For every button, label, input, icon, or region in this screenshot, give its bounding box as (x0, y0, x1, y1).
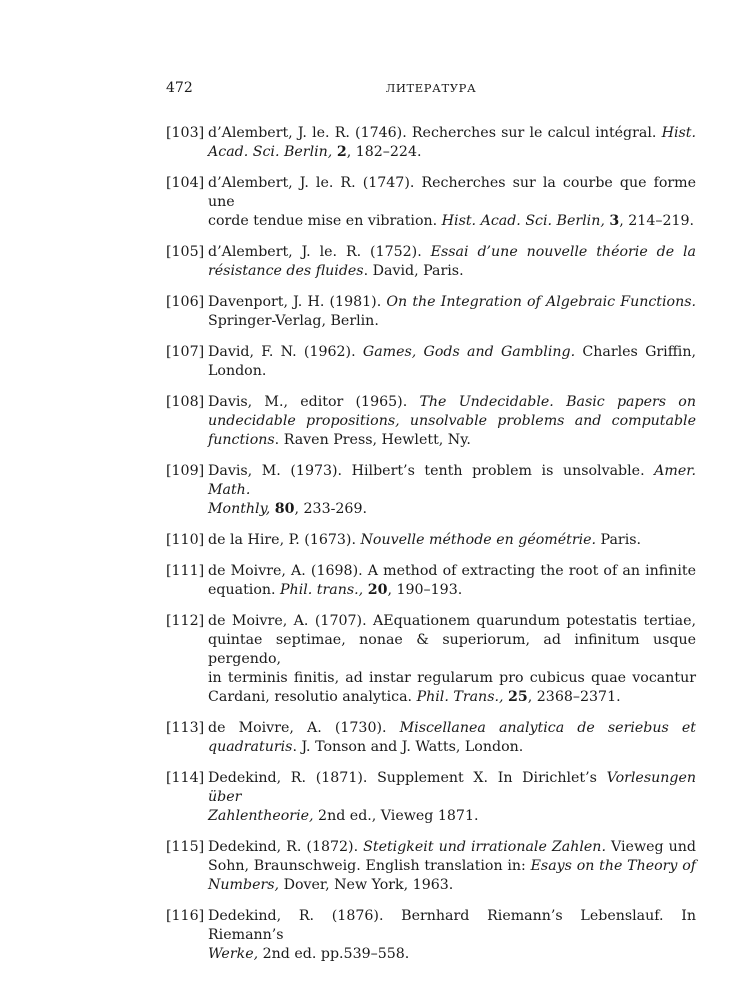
text-run: Dover, New York, 1963. (279, 877, 454, 893)
text-run: Davis, M., editor (1965). (208, 394, 420, 410)
reference-line (208, 362, 696, 381)
text-run: Sohn, Braunschweig. English translation in: (208, 858, 531, 874)
text-run: equation. (208, 582, 281, 598)
reference-entry (166, 393, 696, 450)
reference-line (208, 124, 696, 143)
text-run: de Moivre, A. (1707). AEquationem quarundum potestatis tertiae, (208, 613, 696, 629)
italic-text: Stetigkeit und irrationale Zahlen. (363, 839, 606, 855)
reference-line (208, 431, 696, 450)
italic-text: Hist. (661, 125, 696, 141)
text-run: d’Alembert, J. le. R. (1747). Recherches sur la courbe que forme une (208, 175, 696, 210)
bold-text: 80 (274, 501, 295, 517)
reference-line (208, 769, 696, 807)
reference-line (208, 857, 696, 876)
text-run: Dedekind, R. (1872). (208, 839, 364, 855)
reference-label: [109] (166, 463, 205, 479)
text-run: Vieweg und (605, 839, 696, 855)
italic-text: Essai d’une nouvelle théorie de la (430, 244, 696, 260)
reference-line (208, 412, 696, 431)
text-run: . J. Tonson and J. Watts, London. (292, 739, 524, 755)
italic-text: Acad. Sci. Berlin, (208, 144, 333, 160)
italic-text: Esays on the Theory of (530, 858, 696, 874)
reference-line (208, 669, 696, 688)
italic-text: Phil. Trans., (416, 689, 504, 705)
running-title: ЛИТЕРАТУРА (385, 81, 477, 95)
italic-text: quadraturis (208, 739, 293, 755)
italic-text: résistance des fluides (208, 263, 364, 279)
text-run: de la Hire, P. (1673). (208, 532, 361, 548)
reference-label: [110] (166, 532, 205, 548)
italic-text: Vorlesungen über (208, 770, 696, 805)
reference-label: [113] (166, 720, 205, 736)
reference-line (208, 907, 696, 945)
reference-line (208, 631, 696, 669)
text-run: 2nd ed., Vieweg 1871. (313, 808, 479, 824)
reference-label: [104] (166, 175, 205, 191)
reference-list (166, 112, 696, 964)
reference-label: [108] (166, 394, 205, 410)
text-run: , 233-269. (294, 501, 367, 517)
text-run: Dedekind, R. (1871). Supplement X. In Dirichlet’s (208, 770, 607, 786)
bold-text: 25 (508, 689, 528, 705)
italic-text: functions (208, 432, 275, 448)
reference-label: [112] (166, 613, 205, 629)
text-run: Cardani, resolutio analytica. (208, 689, 417, 705)
text-run: . Raven Press, Hewlett, Ny. (274, 432, 471, 448)
reference-entry (166, 612, 696, 707)
text-run: de Moivre, A. (1698). A method of extracting the root of an infinite (208, 563, 696, 579)
italic-text: Monthly, (208, 501, 271, 517)
text-run: in terminis finitis, ad instar regularum pro cubicus quae vocantur (208, 670, 696, 686)
italic-text: Games, Gods and Gambling. (362, 344, 576, 360)
reference-line (208, 612, 696, 631)
text-run: Davenport, J. H. (1981). (208, 294, 387, 310)
reference-line (208, 393, 696, 412)
bold-text: 20 (367, 582, 388, 598)
italic-text: Werke, (208, 946, 259, 962)
reference-entry (166, 769, 696, 826)
text-run: David, F. N. (1962). (208, 344, 363, 360)
text-run: Paris. (596, 532, 642, 548)
reference-line (208, 738, 696, 757)
reference-line (208, 143, 696, 162)
reference-label: [111] (166, 563, 205, 579)
reference-entry (166, 174, 696, 231)
reference-line (208, 462, 696, 500)
reference-line (208, 262, 696, 281)
italic-text: On the Integration of Algebraic Functions. (386, 294, 697, 310)
reference-entry (166, 343, 696, 381)
text-run: Dedekind, R. (1876). Bernhard Riemann’s Lebenslauf. In Riemann’s (208, 908, 696, 943)
reference-line (208, 719, 696, 738)
reference-entry (166, 562, 696, 600)
reference-label: [115] (166, 839, 205, 855)
text-run: Charles Griffin, (575, 344, 696, 360)
italic-text: Phil. trans., (280, 582, 364, 598)
page-header (166, 80, 696, 100)
reference-line (208, 562, 696, 581)
reference-line (208, 293, 696, 312)
reference-entry (166, 907, 696, 964)
page-number: 472 (166, 80, 193, 96)
reference-line (208, 688, 696, 707)
reference-entry (166, 531, 696, 550)
text-run: d’Alembert, J. le. R. (1746). Recherches sur le calcul intégral. (208, 125, 662, 141)
text-run: , 182–224. (346, 144, 422, 160)
italic-text: The Undecidable. Basic papers on (419, 394, 696, 410)
reference-line (208, 500, 696, 519)
reference-label: [114] (166, 770, 205, 786)
reference-label: [116] (166, 908, 205, 924)
text-run: , 214–219. (619, 213, 695, 229)
reference-entry (166, 838, 696, 895)
reference-line (208, 838, 696, 857)
text-run: Springer-Verlag, Berlin. (208, 313, 379, 329)
italic-text: undecidable propositions, unsolvable problems and computable (208, 413, 696, 429)
reference-line (208, 581, 696, 600)
reference-label: [105] (166, 244, 205, 260)
reference-line (208, 876, 696, 895)
reference-entry (166, 124, 696, 162)
reference-label: [106] (166, 294, 205, 310)
text-run: , 190–193. (387, 582, 463, 598)
italic-text: Amer. Math. (208, 463, 696, 498)
text-run: . David, Paris. (363, 263, 464, 279)
reference-line (208, 243, 696, 262)
bold-text: 3 (609, 213, 620, 229)
reference-entry (166, 243, 696, 281)
reference-line (208, 807, 696, 826)
reference-entry (166, 719, 696, 757)
text-run: Davis, M. (1973). Hilbert’s tenth problem is unsolvable. (208, 463, 655, 479)
reference-label: [103] (166, 125, 205, 141)
reference-entry (166, 462, 696, 519)
italic-text: Zahlentheorie, (208, 808, 314, 824)
reference-line (208, 343, 696, 362)
italic-text: Hist. Acad. Sci. Berlin, (441, 213, 605, 229)
text-run: , 2368–2371. (527, 689, 621, 705)
text-run: de Moivre, A. (1730). (208, 720, 400, 736)
reference-line (208, 945, 696, 964)
text-run: corde tendue mise en vibration. (208, 213, 442, 229)
italic-text: Nouvelle méthode en géométrie. (360, 532, 597, 548)
reference-entry (166, 293, 696, 331)
reference-label: [107] (166, 344, 205, 360)
reference-line (208, 531, 696, 550)
bold-text: 2 (336, 144, 347, 160)
reference-line (208, 212, 696, 231)
reference-line (208, 312, 696, 331)
text-run: 2nd ed. pp.539–558. (258, 946, 410, 962)
text-run: London. (208, 363, 267, 379)
italic-text: Miscellanea analytica de seriebus et (399, 720, 696, 736)
reference-line (208, 174, 696, 212)
text-run: quintae septimae, nonae & superiorum, ad infinitum usque pergendo, (208, 632, 696, 667)
italic-text: Numbers, (208, 877, 280, 893)
text-run: d’Alembert, J. le. R. (1752). (208, 244, 431, 260)
